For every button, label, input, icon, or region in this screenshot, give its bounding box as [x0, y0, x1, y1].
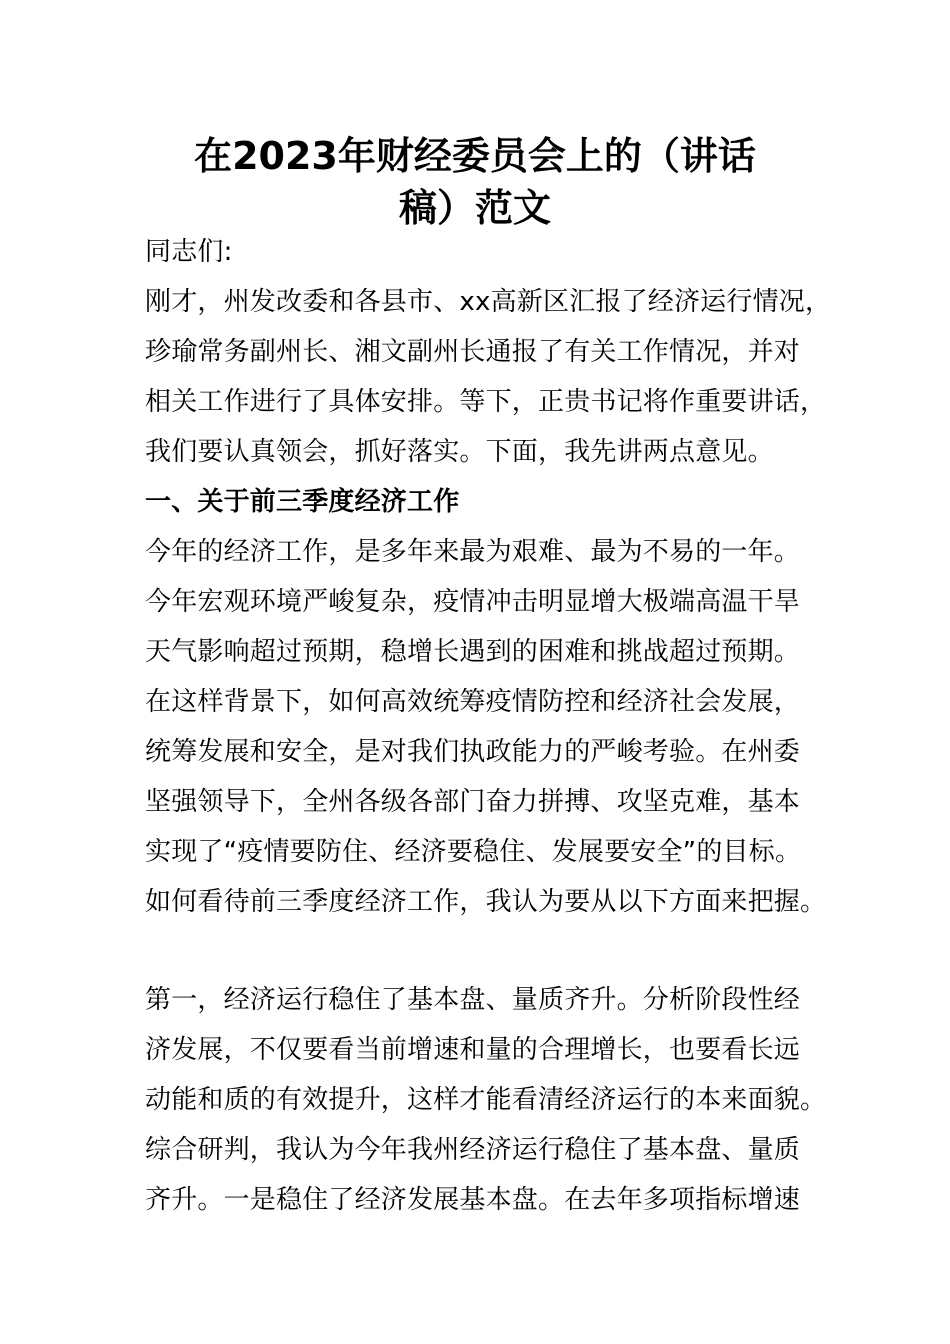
salutation: 同志们: [145, 237, 233, 267]
document-title-line-2: 稿）范文 [398, 186, 551, 230]
point-line: 第一，经济运行稳住了基本盘、量质齐升。分析阶段性经 [145, 985, 801, 1015]
point-line: 济发展，不仅要看当前增速和量的合理增长，也要看长远 [145, 1035, 801, 1065]
point-line: 动能和质的有效提升，这样才能看清经济运行的本来面貌。 [145, 1085, 827, 1115]
section-heading: 一、关于前三季度经济工作 [145, 487, 460, 517]
section-line: 统筹发展和安全，是对我们执政能力的严峻考验。在州委 [145, 737, 801, 767]
section-line: 如何看待前三季度经济工作，我认为要从以下方面来把握。 [145, 887, 827, 917]
section-line: 实现了“疫情要防住、经济要稳住、发展要安全”的目标。 [145, 837, 802, 867]
section-line: 今年宏观环境严峻复杂，疫情冲击明显增大极端高温干旱 [145, 587, 801, 617]
intro-line: 相关工作进行了具体安排。等下，正贵书记将作重要讲话， [145, 387, 827, 417]
document-title-line-1: 在2023年财经委员会上的（讲话 [194, 134, 756, 178]
point-line: 齐升。一是稳住了经济发展基本盘。在去年多项指标增速 [145, 1185, 801, 1215]
point-line: 综合研判，我认为今年我州经济运行稳住了基本盘、量质 [145, 1135, 801, 1165]
section-line: 在这样背景下，如何高效统筹疫情防控和经济社会发展， [145, 687, 801, 717]
section-line: 天气影响超过预期，稳增长遇到的困难和挑战超过预期。 [145, 637, 801, 667]
intro-line: 珍瑜常务副州长、湘文副州长通报了有关工作情况，并对 [145, 337, 801, 367]
intro-line: 我们要认真领会，抓好落实。下面，我先讲两点意见。 [145, 437, 774, 467]
intro-line: 刚才，州发改委和各县市、xx高新区汇报了经济运行情况， [145, 287, 832, 317]
section-line: 今年的经济工作，是多年来最为艰难、最为不易的一年。 [145, 537, 801, 567]
section-line: 坚强领导下，全州各级各部门奋力拼搏、攻坚克难，基本 [145, 787, 801, 817]
